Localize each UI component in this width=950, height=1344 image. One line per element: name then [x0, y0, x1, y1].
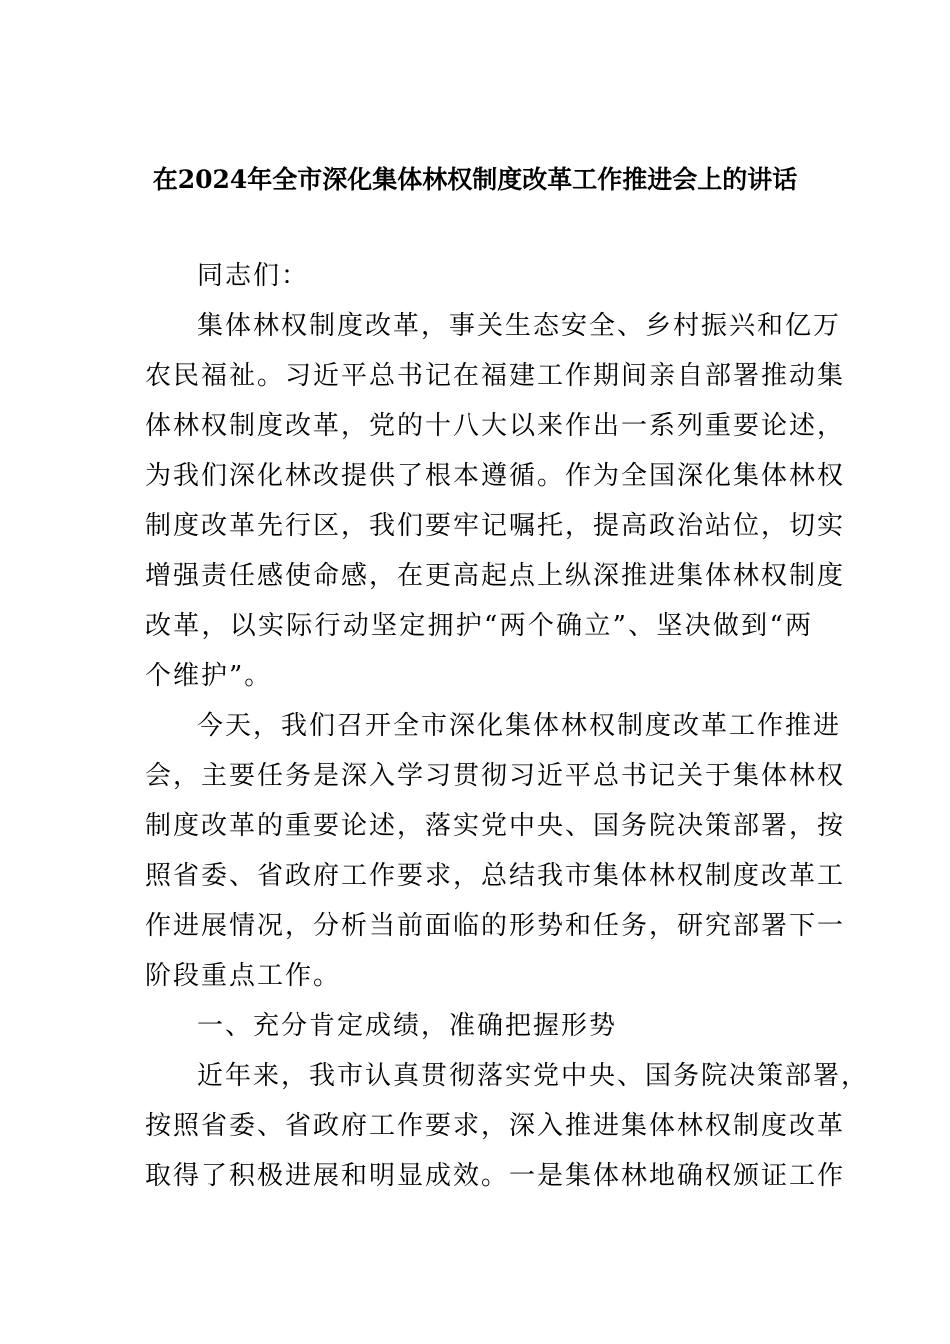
paragraph-line: 同志们：: [197, 261, 310, 291]
paragraph-line: 为我们深化林改提供了根本遵循。作为全国深化集体林权: [145, 461, 846, 491]
paragraph-line: 取得了积极进展和明显成效。一是集体林地确权颁证工作: [145, 1161, 846, 1191]
paragraph-line: 制度改革的重要论述，落实党中央、国务院决策部署，按: [145, 811, 846, 841]
paragraph-line: 体林权制度改革，党的十八大以来作出一系列重要论述，: [145, 411, 846, 441]
paragraph-line: 近年来，我市认真贯彻落实党中央、国务院决策部署，: [197, 1061, 870, 1091]
paragraph-line: 改革，以实际行动坚定拥护“两个确立”、坚决做到“两: [145, 611, 813, 641]
paragraph-line: 照省委、省政府工作要求，总结我市集体林权制度改革工: [145, 861, 846, 891]
paragraph-line: 一、充分肯定成绩，准确把握形势: [197, 1011, 618, 1041]
paragraph-line: 今天，我们召开全市深化集体林权制度改革工作推进: [197, 711, 842, 741]
paragraph-line: 作进展情况，分析当前面临的形势和任务，研究部署下一: [145, 911, 846, 941]
document-body: [145, 251, 870, 1201]
paragraph-line: 按照省委、省政府工作要求，深入推进集体林权制度改革: [145, 1111, 846, 1141]
paragraph-line: 制度改革先行区，我们要牢记嘱托，提高政治站位，切实: [145, 511, 846, 541]
paragraph-line: 个维护”。: [145, 661, 273, 691]
paragraph-line: 会，主要任务是深入学习贯彻习近平总书记关于集体林权: [145, 761, 846, 791]
paragraph-line: 阶段重点工作。: [145, 961, 342, 991]
document-title: 在2024年全市深化集体林权制度改革工作推进会上的讲话: [152, 165, 798, 194]
paragraph-line: 增强责任感使命感，在更高起点上纵深推进集体林权制度: [145, 561, 846, 591]
paragraph-line: 农民福祉。习近平总书记在福建工作期间亲自部署推动集: [145, 361, 846, 391]
paragraph-line: 集体林权制度改革，事关生态安全、乡村振兴和亿万: [197, 311, 842, 341]
